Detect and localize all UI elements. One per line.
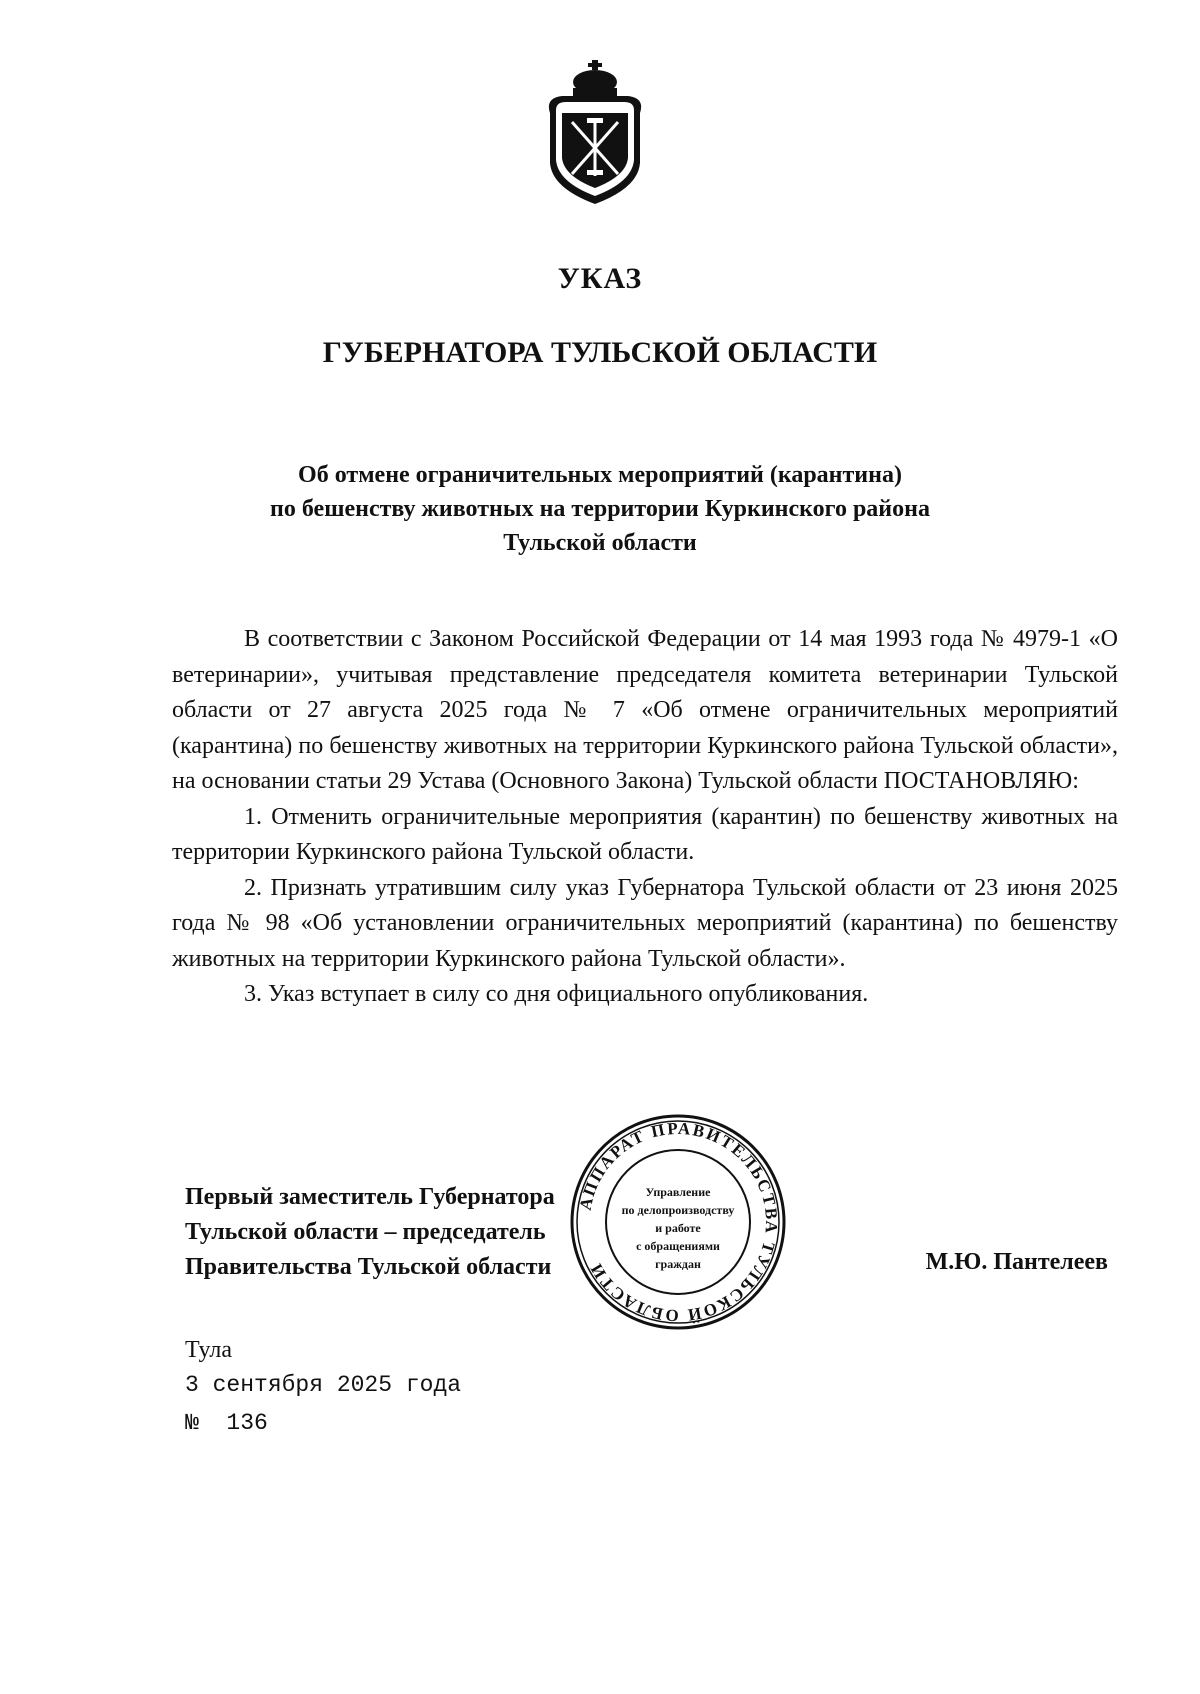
position-line: Тульской области – председатель: [185, 1219, 546, 1245]
issue-date: 3 сентября 2025 года: [185, 1372, 462, 1398]
tula-region-coat-of-arms-icon: [540, 58, 650, 208]
document-body: [172, 622, 1118, 1013]
stamp-center-line: Управление: [645, 1185, 711, 1199]
issue-place: Тула: [185, 1337, 233, 1363]
signatory-position: [185, 1180, 555, 1285]
stamp-center-line: и работе: [655, 1221, 701, 1235]
stamp-center-line: с обращениями: [636, 1239, 720, 1253]
item-paragraph: 1. Отменить ограничительные мероприятия (карантин) по бешенству животных на территории Куркинского района Тульской области.: [172, 803, 1118, 865]
preamble-paragraph: В соответствии с Законом Российской Федерации от 14 мая 1993 года № 4979-1 «О ветеринарии», учитывая представление председателя комитета ветеринарии Тульской области от 27 августа 2025 года № 7 «Об отмене ограничительных мероприятий (карантина) по бешенству животных на территории Куркинского района Тульской области», на основании статьи 29 Устава (Основного Закона) Тульской области ПОСТАНОВЛЯЮ:: [172, 626, 1118, 794]
stamp-ring-text: АППАРАТ ПРАВИТЕЛЬСТВА ТУЛЬСКОЙ ОБЛАСТИ: [575, 1118, 782, 1326]
position-line: Первый заместитель Губернатора: [185, 1184, 555, 1210]
item-paragraph: 2. Признать утратившим силу указ Губернатора Тульской области от 23 июня 2025 года № 98 «Об установлении ограничительных мероприятий (карантина) по бешенству животных на территории Куркинского района Тульской области».: [172, 874, 1118, 972]
subject-line: по бешенству животных на территории Куркинского района: [270, 496, 930, 522]
issuer-title: ГУБЕРНАТОРА ТУЛЬСКОЙ ОБЛАСТИ: [322, 336, 878, 369]
subject-line: Об отмене ограничительных мероприятий (карантина): [298, 462, 902, 488]
signatory-name: М.Ю. Пантелеев: [925, 1249, 1108, 1275]
stamp-center-line: граждан: [655, 1257, 701, 1271]
document-subject: [200, 458, 1000, 560]
subject-line: Тульской области: [503, 530, 697, 556]
position-line: Правительства Тульской области: [185, 1254, 552, 1280]
document-type-title: УКАЗ: [557, 262, 643, 295]
official-stamp: [568, 1112, 788, 1332]
stamp-center-line: по делопроизводству: [621, 1203, 735, 1217]
document-number: № 136: [185, 1410, 268, 1436]
item-paragraph: 3. Указ вступает в силу со дня официального опубликования.: [244, 981, 869, 1007]
